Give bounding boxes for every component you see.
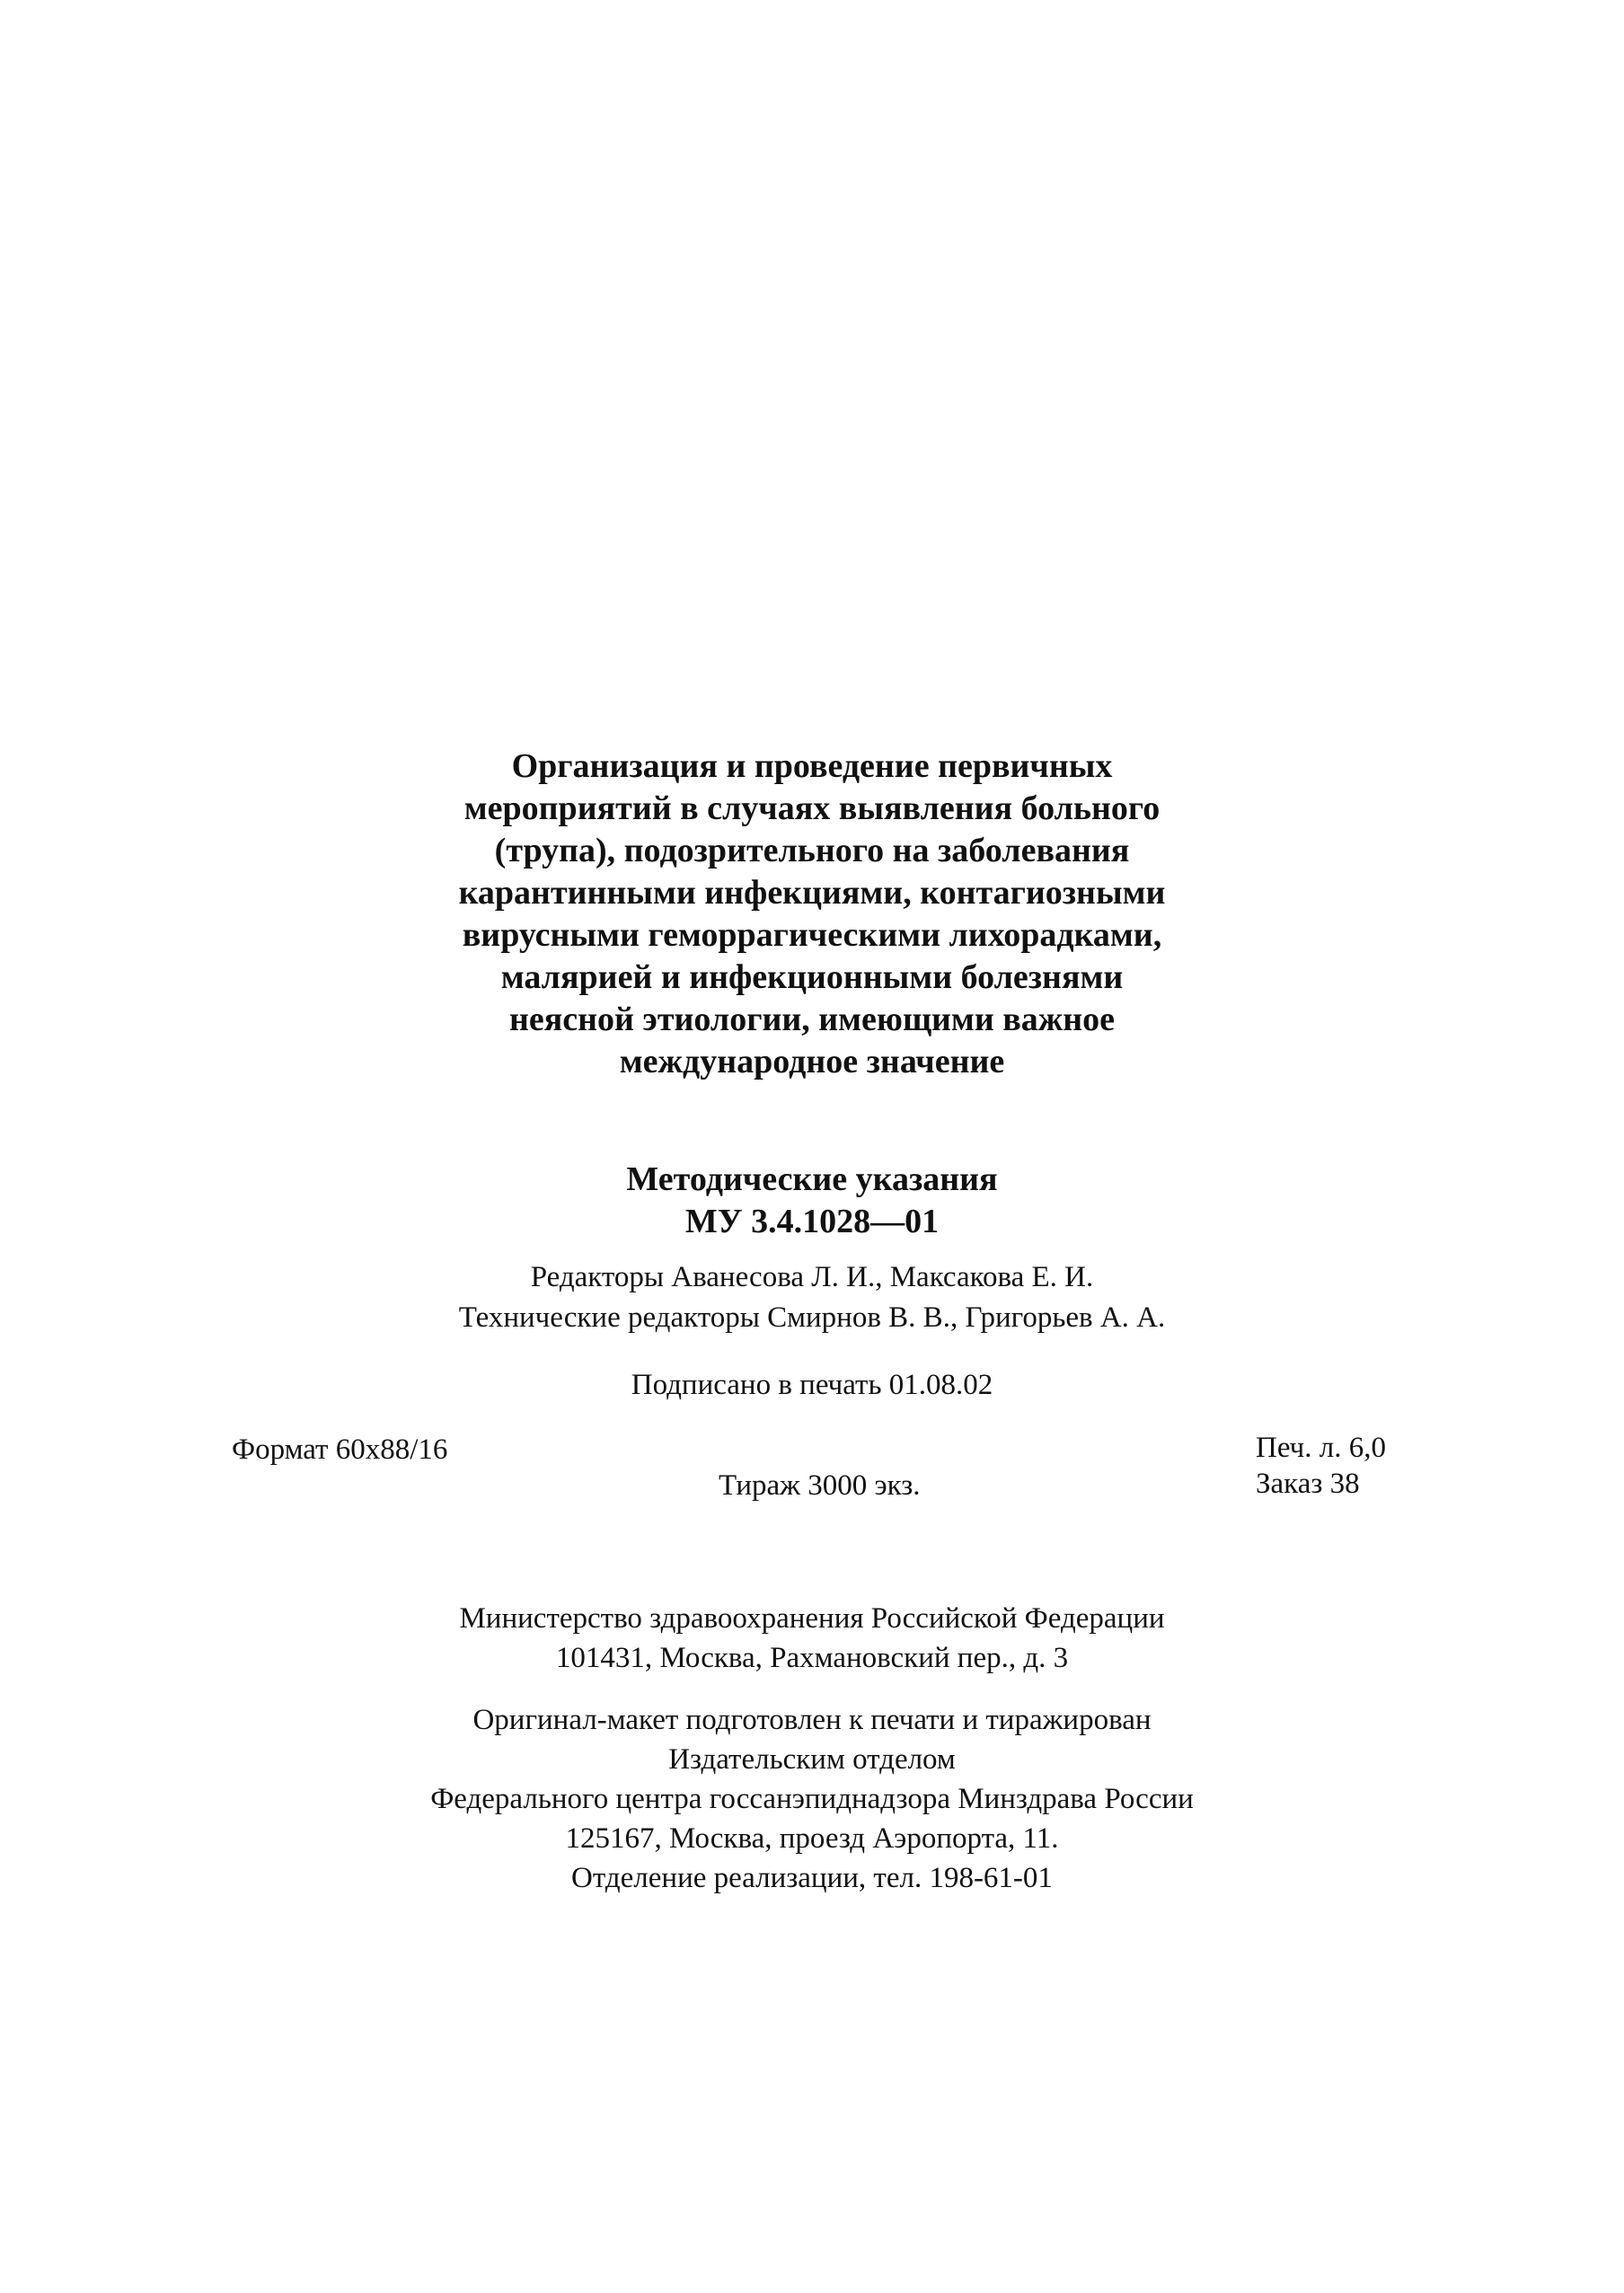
editors-block [0,1257,1624,1338]
title-line: карантинными инфекциями, контагиозными [458,874,1166,912]
title-line: вирусными геморрагическими лихорадками, [462,916,1162,954]
publisher-line: Федерального центра госсанэпиднадзора Минздрава России [430,1783,1194,1815]
publisher-line: Отделение реализации, тел. 198-61-01 [571,1862,1053,1894]
format-label: Формат 60x88/16 [232,1433,448,1466]
editors-line: Редакторы Аванесова Л. И., Максакова Е. И. [530,1261,1094,1293]
publisher-line: 125167, Москва, проезд Аэропорта, 11. [565,1822,1059,1855]
title-line: мероприятий в случаях выявления больного [463,789,1161,827]
publisher-line: Оригинал-макет подготовлен к печати и тиражирован [472,1704,1152,1736]
ministry-name: Министерство здравоохранения Российской Федерации [459,1602,1165,1635]
document-title [0,745,1624,1083]
signed-to-print: Подписано в печать 01.08.02 [631,1369,993,1401]
ministry-address: 101431, Москва, Рахмановский пер., д. 3 [555,1642,1069,1674]
publisher-block [0,1700,1624,1898]
title-line: международное значение [619,1043,1005,1080]
method-designation [0,1159,1624,1243]
title-line: Организация и проведение первичных [511,747,1113,785]
method-type: Методические указания [626,1160,998,1198]
publisher-line: Издательским отделом [668,1743,956,1776]
order-label: Заказ 38 [1256,1468,1360,1500]
method-code: МУ 3.4.1028—01 [684,1203,940,1240]
print-sheets-label: Печ. л. 6,0 [1256,1432,1386,1464]
print-run-label: Тираж 3000 экз. [719,1469,921,1502]
tech-editors-line: Технические редакторы Смирнов В. В., Григорьев А. А. [458,1301,1166,1334]
title-line: (трупа), подозрительного на заболевания [494,832,1130,869]
title-line: неясной этиологии, имеющими важное [508,1001,1116,1038]
imprint-right-column [1256,1430,1386,1502]
title-line: малярией и инфекционными болезнями [500,958,1124,996]
ministry-block [0,1599,1624,1678]
